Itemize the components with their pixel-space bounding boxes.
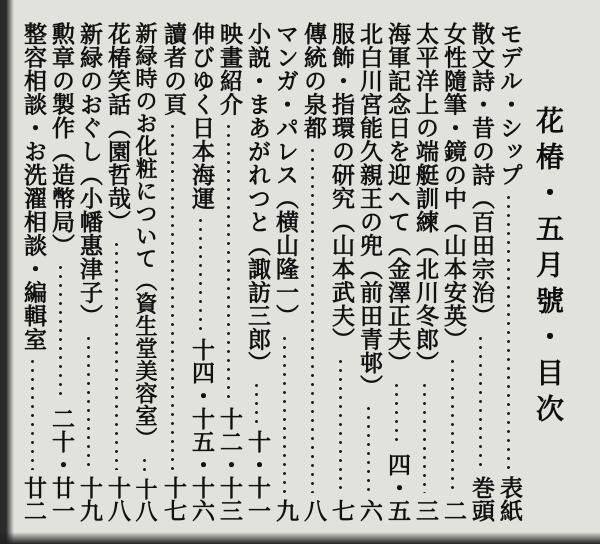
toc-entry-title: 太平洋上の端艇訓練（北川冬郎） [412, 22, 439, 375]
toc-entry [244, 22, 270, 522]
leader-dots [339, 357, 342, 493]
toc-entry [20, 22, 46, 522]
toc-entry-title: 女性隨筆・鏡の中（山本安英） [440, 22, 467, 351]
toc-entry-title: 服飾・指環の研究（山本武夫） [328, 22, 355, 351]
leader-dots [451, 357, 454, 493]
toc-entry-title: 映畫紹介 [216, 22, 243, 116]
leader-dots [199, 216, 202, 332]
toc-entry-page: 表紙 [496, 476, 523, 522]
toc-entry [300, 22, 326, 522]
toc-entry [48, 22, 74, 522]
toc-entry [440, 22, 466, 522]
toc-title: 花椿・五月號・目次 [532, 106, 565, 430]
leader-dots [283, 334, 286, 493]
leader-dots [227, 122, 230, 401]
toc-entry-title: マンガ・パレス（横山隆一） [272, 22, 299, 328]
toc-entry-title: 花椿笑話（園哲哉） [104, 22, 131, 234]
toc-entry-title: モデル・シップ [496, 22, 523, 187]
toc-entry-page: 十九 [76, 476, 103, 522]
toc-entry [216, 22, 242, 522]
leader-dots [367, 404, 370, 493]
toc-entry-page: 十二・十三 [216, 407, 243, 522]
toc-entry [132, 22, 158, 522]
toc-entry [496, 22, 522, 522]
leader-dots [311, 146, 314, 493]
toc-entry-page: 七 [328, 499, 355, 522]
leader-dots [143, 456, 146, 472]
toc-entry-page: 二十・廿一 [48, 407, 75, 522]
toc-entry-page: 八 [300, 499, 327, 522]
toc-entry-page: 十八 [104, 476, 131, 522]
toc-entry [76, 22, 102, 522]
leader-dots [507, 193, 510, 470]
toc-entry-title: 新緑時のお化粧について（資生堂美容室） [132, 22, 158, 450]
toc-entry-page: 十八 [132, 478, 158, 522]
toc-entry-title: 勲章の製作（造幣局） [48, 22, 75, 257]
toc-entry-page: 四・五 [384, 453, 411, 522]
toc-entry-title: 傳統の泉都 [300, 22, 327, 140]
toc-entry-title: 新緑のおぐし（小幡惠津子） [76, 22, 103, 328]
leader-dots [423, 381, 426, 493]
toc-entry-page: 二 [440, 499, 467, 522]
page-bottom-shadow [0, 532, 600, 544]
toc-entry-page: 廿二 [20, 476, 47, 522]
toc-entry-title: 整容相談・お洗濯相談・編輯室 [20, 22, 47, 351]
toc-entry [356, 22, 382, 522]
toc-entry-title: 海軍記念日を迎へて（金澤正夫） [384, 22, 411, 375]
toc-entry-title: 散文詩・昔の詩（百田宗治） [468, 22, 495, 328]
toc-entry [328, 22, 354, 522]
toc-entry-page: 十七 [160, 476, 187, 522]
toc-entry [412, 22, 438, 522]
toc-entry [104, 22, 130, 522]
toc-entry-page: 巻頭 [468, 476, 495, 522]
leader-dots [31, 357, 34, 470]
toc-entry-page: 十・十一 [244, 430, 271, 522]
toc-entry [272, 22, 298, 522]
toc-entry-title: 北白川宮能久親王の兜（前田青邨） [356, 22, 383, 398]
toc-entry [384, 22, 410, 522]
leader-dots [479, 334, 482, 470]
leader-dots [395, 381, 398, 447]
toc-entry-page: 九 [272, 499, 299, 522]
toc-list [20, 22, 522, 522]
toc-entry-page: 三 [412, 499, 439, 522]
toc-entry [468, 22, 494, 522]
leader-dots [255, 381, 258, 424]
leader-dots [87, 334, 90, 470]
leader-dots [115, 240, 118, 470]
toc-entry-title: 讀者の頁 [160, 22, 187, 116]
leader-dots [171, 122, 174, 470]
page-edge-shadow [0, 0, 14, 544]
toc-entry-page: 六 [356, 499, 383, 522]
leader-dots [59, 263, 62, 401]
toc-entry-page: 十四・十五・十六 [188, 338, 215, 522]
toc-entry [160, 22, 186, 522]
toc-entry-title: 伸びゆく日本海運 [188, 22, 215, 210]
toc-entry-title: 小説・まあがれつと（諏訪三郎） [244, 22, 271, 375]
toc-entry [188, 22, 214, 522]
